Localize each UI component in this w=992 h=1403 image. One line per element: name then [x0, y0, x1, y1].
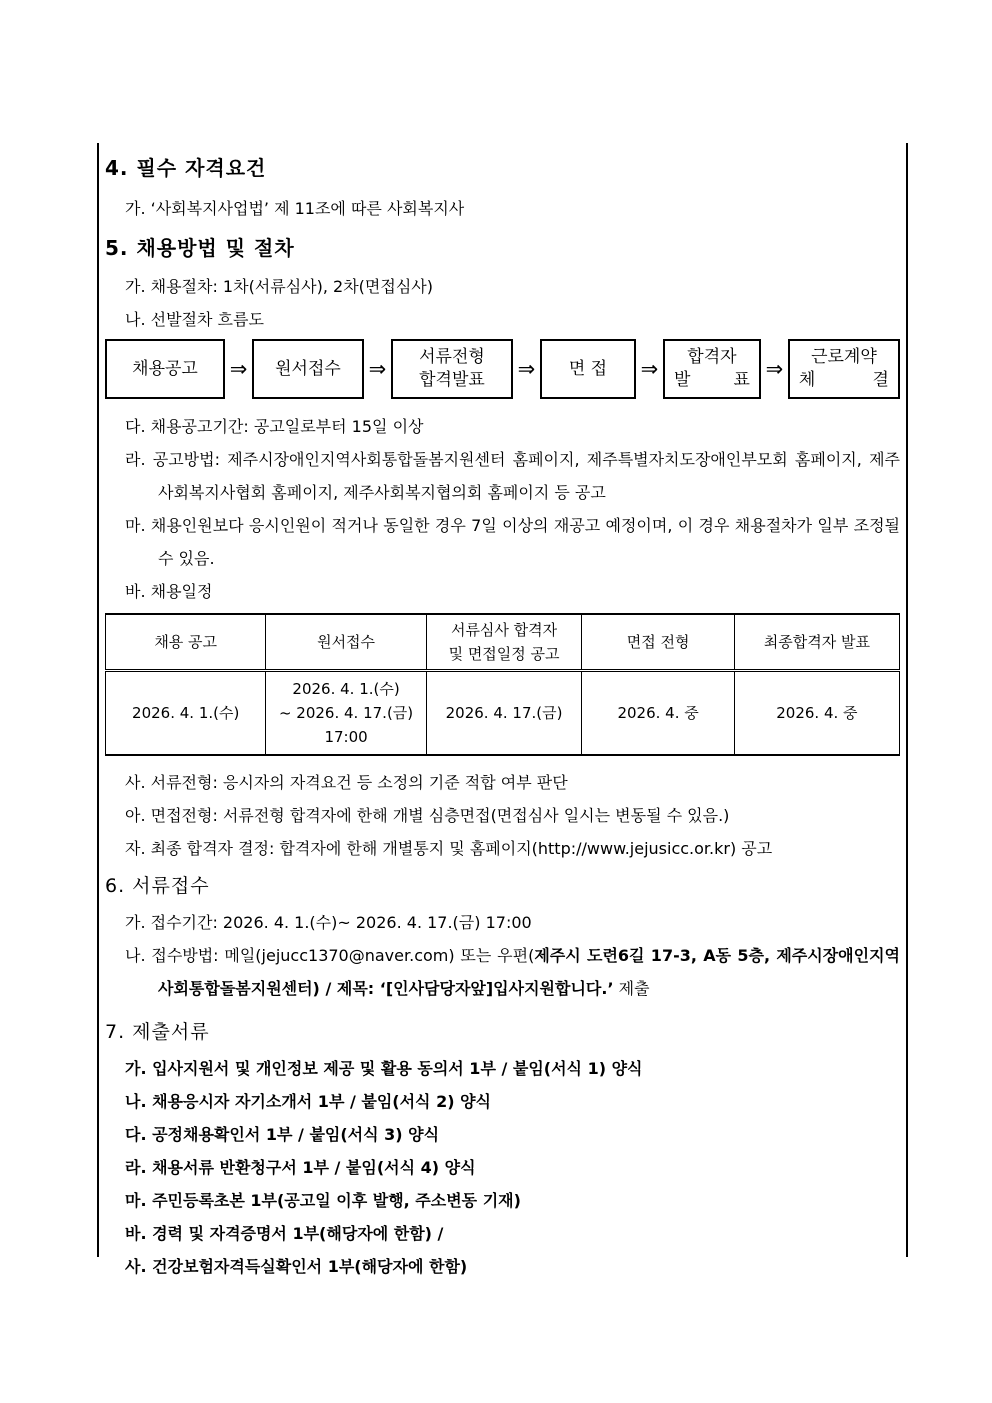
flow-step-label: 면 접 [568, 358, 608, 379]
section-7-item-career-certificate: 바. 경력 및 자격증명서 1부(해당자에 한함) / [125, 1224, 444, 1243]
flow-step-application [252, 339, 364, 399]
section-6-item-method [125, 939, 900, 1005]
flow-step-label: 발 표 [673, 370, 750, 390]
section-5-item-final-decision: 자. 최종 합격자 결정: 합격자에 한해 개별통지 및 홈페이지(http://www.jejusicc.or.kr) 공고 [125, 839, 773, 858]
section-6-item-method-suffix: 제출 [613, 979, 650, 998]
col-header-doc-pass-line2: 및 면접일정 공고 [448, 645, 560, 663]
section-4-item-qualification: 가. ‘사회복지사업법’ 제 11조에 따른 사회복지사 [125, 199, 465, 218]
section-4-title: 4. 필수 자격요건 [105, 156, 267, 180]
document-body [105, 155, 900, 1283]
flow-step-pass-announcement [663, 339, 761, 399]
section-5-item-flow-label: 나. 선발절차 흐름도 [125, 310, 264, 329]
flow-step-label: 서류전형 [419, 347, 485, 367]
section-6-item-period: 가. 접수기간: 2026. 4. 1.(수)~ 2026. 4. 17.(금) 17:00 [125, 913, 532, 932]
section-6-item-method-text: 나. 접수방법: 메일(jejucc1370@naver.com) 또는 우편( [125, 946, 535, 965]
schedule-table [105, 613, 900, 756]
section-5-item-doc-screening: 사. 서류전형: 응시자의 자격요건 등 소정의 기준 적합 여부 판단 [125, 773, 568, 792]
col-header-doc-pass [426, 614, 582, 671]
section-5-item-reannounce: 마. 채용인원보다 응시인원이 적거나 동일한 경우 7일 이상의 재공고 예정이며, 이 경우 채용절차가 일부 조정될 수 있음. [125, 516, 900, 568]
col-header-announcement: 채용 공고 [106, 614, 266, 671]
section-7-item-resident-register: 마. 주민등록초본 1부(공고일 이후 발행, 주소변동 기재) [125, 1191, 521, 1210]
selection-flowchart [105, 338, 900, 400]
cell-application-period-line2: ~ 2026. 4. 17.(금) [278, 704, 414, 722]
col-header-doc-pass-line1: 서류심사 합격자 [450, 621, 558, 639]
cell-application-period-line3: 17:00 [324, 728, 368, 746]
flow-step-label: 채용공고 [132, 358, 198, 379]
section-5-item-procedure: 가. 채용절차: 1차(서류심사), 2차(면접심사) [125, 277, 433, 296]
flow-step-label: 합격자 [687, 347, 737, 367]
cell-application-period-line1: 2026. 4. 1.(수) [292, 680, 400, 698]
flow-step-interview [540, 339, 636, 399]
section-6-item-method-address: 제주시 도련6길 17-3, A동 5층, 제주시장애인지역사회통합돌봄지원센터) / 제목: ‘[인사담당자앞]입사지원합니다.’ [158, 946, 900, 998]
flow-step-label: 근로계약 [811, 347, 877, 367]
flow-step-contract [788, 339, 900, 399]
cell-interview-date: 2026. 4. 중 [582, 671, 734, 756]
arrow-right-icon: ⇒ [640, 357, 659, 381]
col-header-final-pass: 최종합격자 발표 [734, 614, 899, 671]
arrow-right-icon: ⇒ [765, 357, 784, 381]
arrow-right-icon: ⇒ [229, 357, 248, 381]
arrow-right-icon: ⇒ [368, 357, 387, 381]
arrow-right-icon: ⇒ [517, 357, 536, 381]
section-6-title: 6. 서류접수 [105, 875, 210, 897]
cell-final-pass-date: 2026. 4. 중 [734, 671, 899, 756]
flow-step-announcement [105, 339, 225, 399]
section-7-item-health-insurance: 사. 건강보험자격득실확인서 1부(해당자에 한함) [125, 1257, 468, 1276]
cell-announcement-date: 2026. 4. 1.(수) [106, 671, 266, 756]
cell-doc-pass-date: 2026. 4. 17.(금) [426, 671, 582, 756]
schedule-data-row [106, 671, 900, 756]
section-5-item-interview-screening: 아. 면접전형: 서류전형 합격자에 한해 개별 심층면접(면접심사 일시는 변동될 수 있음.) [125, 806, 730, 825]
cell-application-period [266, 671, 426, 756]
section-5-item-announce-method: 라. 공고방법: 제주시장애인지역사회통합돌봄지원센터 홈페이지, 제주특별자치도장애인부모회 홈페이지, 제주사회복지사협회 홈페이지, 제주사회복지협의회 홈페이지 등 공고 [125, 450, 900, 502]
section-5-title: 5. 채용방법 및 절차 [105, 236, 295, 260]
col-header-interview: 면접 전형 [582, 614, 734, 671]
section-7-item-fair-hiring: 다. 공정채용확인서 1부 / 붙임(서식 3) 양식 [125, 1125, 440, 1144]
schedule-header-row [106, 614, 900, 671]
flow-step-label: 합격발표 [419, 370, 485, 390]
flow-step-label: 체 결 [798, 370, 889, 390]
section-7-item-application-form: 가. 입사지원서 및 개인정보 제공 및 활용 동의서 1부 / 붙임(서식 1) 양식 [125, 1059, 643, 1078]
section-7-title: 7. 제출서류 [105, 1021, 210, 1043]
flow-step-document-screening [391, 339, 513, 399]
col-header-application: 원서접수 [266, 614, 426, 671]
section-5-item-schedule-label: 바. 채용일정 [125, 582, 213, 601]
flow-step-label: 원서접수 [275, 358, 341, 379]
section-7-item-self-introduction: 나. 채용응시자 자기소개서 1부 / 붙임(서식 2) 양식 [125, 1092, 492, 1111]
section-5-item-period: 다. 채용공고기간: 공고일로부터 15일 이상 [125, 417, 424, 436]
section-7-item-return-request: 라. 채용서류 반환청구서 1부 / 붙임(서식 4) 양식 [125, 1158, 476, 1177]
